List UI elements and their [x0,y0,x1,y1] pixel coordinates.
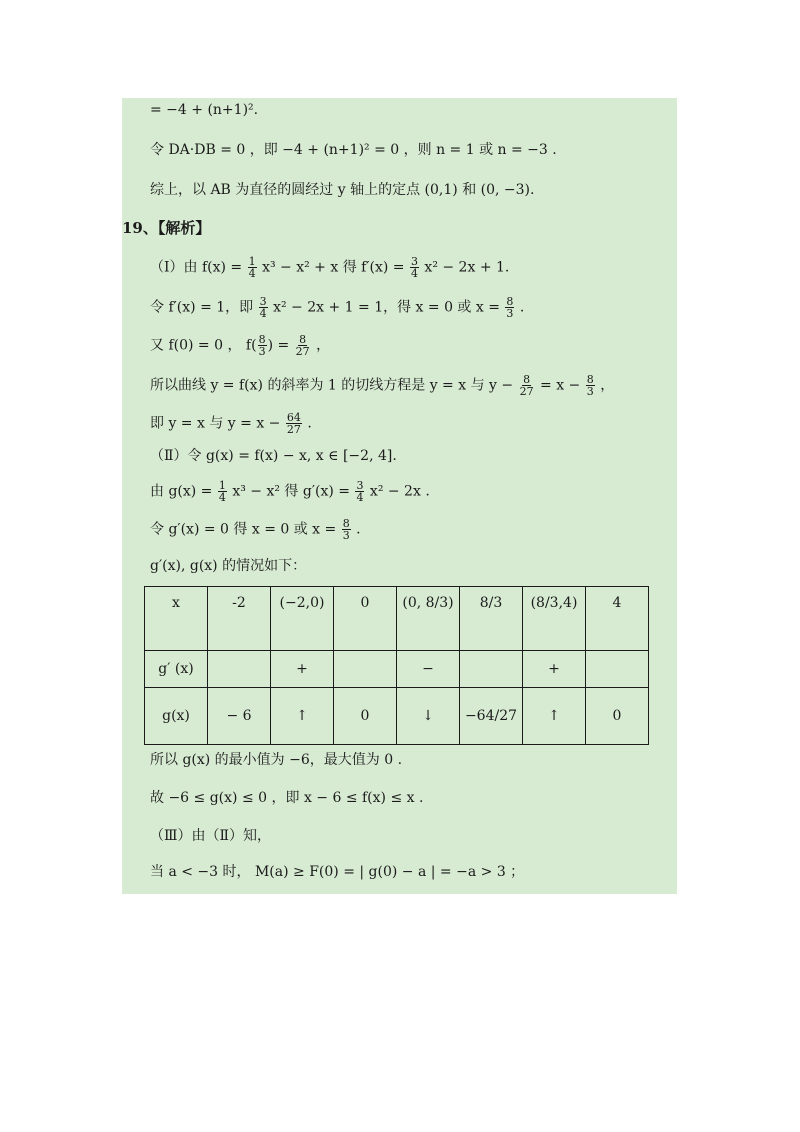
line-tangent-lines: 所以曲线 y = f(x) 的斜率为 1 的切线方程是 y = x 与 y − $\frac{8}{27}$ = x − $\frac{8}{3}$ ， [150,373,615,398]
line-inequality: 故 −6 ≤ g(x) ≤ 0 ，即 x − 6 ≤ f(x) ≤ x . [150,790,424,806]
line-part1-derivative: （Ⅰ）由 f(x) = $\frac{1}{4}$ x³ − x² + x 得 f′(x) = $\frac{3}{4}$ x² − 2x + 1. [150,255,510,280]
table-cell [586,651,649,688]
table-cell: 0 [586,688,649,745]
table-cell: (0, 8/3) [397,587,460,651]
table-cell [334,651,397,688]
fraction: $\frac{3}{4}$ [356,479,364,504]
fraction: $\frac{1}{4}$ [218,479,226,504]
table-cell: ↑ [271,688,334,745]
table-cell: 0 [334,688,397,745]
fraction: $\frac{8}{3}$ [506,295,514,320]
fraction: $\frac{3}{4}$ [410,255,418,280]
table-cell [208,651,271,688]
table-cell: 4 [586,587,649,651]
table-cell: g(x) [145,688,208,745]
table-cell: − [397,651,460,688]
line-g-derivative: 由 g(x) = $\frac{1}{4}$ x³ − x² 得 g′(x) = $\frac{3}{4}$ x² − 2x . [150,479,430,504]
variation-table [144,586,649,745]
table-cell: g′ (x) [145,651,208,688]
fraction: $\frac{1}{4}$ [248,255,256,280]
line-part2-define: （Ⅱ）令 g(x) = f(x) − x, x ∈ [−2, 4]. [150,448,397,464]
table-cell: ↑ [523,688,586,745]
table-cell: (−2,0) [271,587,334,651]
line-function-values: 又 f(0) = 0 ， f( $\frac{8}{3}$ ) = $\frac{8}{27}$ ， [150,333,331,358]
fraction: $\frac{8}{3}$ [258,333,266,358]
problem-19-heading: 19、【解析】 [122,219,211,237]
line-solve-derivative: 令 f′(x) = 1，即 $\frac{3}{4}$ x² − 2x + 1 = 1，得 x = 0 或 x = $\frac{8}{3}$ . [150,295,525,320]
line-extrema: 所以 g(x) 的最小值为 −6，最大值为 0 . [150,752,403,768]
table-cell: -2 [208,587,271,651]
table-cell: 8/3 [460,587,523,651]
fraction: $\frac{8}{3}$ [342,517,350,542]
table-cell: + [271,651,334,688]
fraction: $\frac{3}{4}$ [259,295,267,320]
line-g-critical: 令 g′(x) = 0 得 x = 0 或 x = $\frac{8}{3}$ . [150,517,361,542]
table-cell: ↓ [397,688,460,745]
line-case-a: 当 a < −3 时， M(a) ≥ F(0) = | g(0) − a | = −a > 3 ； [150,864,525,880]
table-row [145,688,649,745]
fraction: $\frac{8}{27}$ [295,333,310,358]
table-cell: 0 [334,587,397,651]
table-row [145,587,649,651]
table-cell: + [523,651,586,688]
line-result: = −4 + (n+1)². [150,102,259,118]
table-cell: x [145,587,208,651]
line-tangent-simplified: 即 y = x 与 y = x − $\frac{64}{27}$ . [150,411,312,436]
fraction: $\frac{8}{3}$ [586,373,594,398]
table-cell: −64/27 [460,688,523,745]
line-part3: （Ⅲ）由（Ⅱ）知， [150,828,272,844]
line-dot-product: 令 DA·DB = 0 ，即 −4 + (n+1)² = 0 ，则 n = 1 或 n = −3 . [150,142,557,158]
solution-panel [122,98,677,894]
line-conclusion: 综上，以 AB 为直径的圆经过 y 轴上的定点 (0,1) 和 (0, −3). [150,182,535,198]
line-table-intro: g′(x), g(x) 的情况如下： [150,558,307,574]
fraction: $\frac{64}{27}$ [286,411,301,436]
table-cell: (8/3,4) [523,587,586,651]
table-cell [460,651,523,688]
fraction: $\frac{8}{27}$ [519,373,534,398]
table-row [145,651,649,688]
table-cell: − 6 [208,688,271,745]
